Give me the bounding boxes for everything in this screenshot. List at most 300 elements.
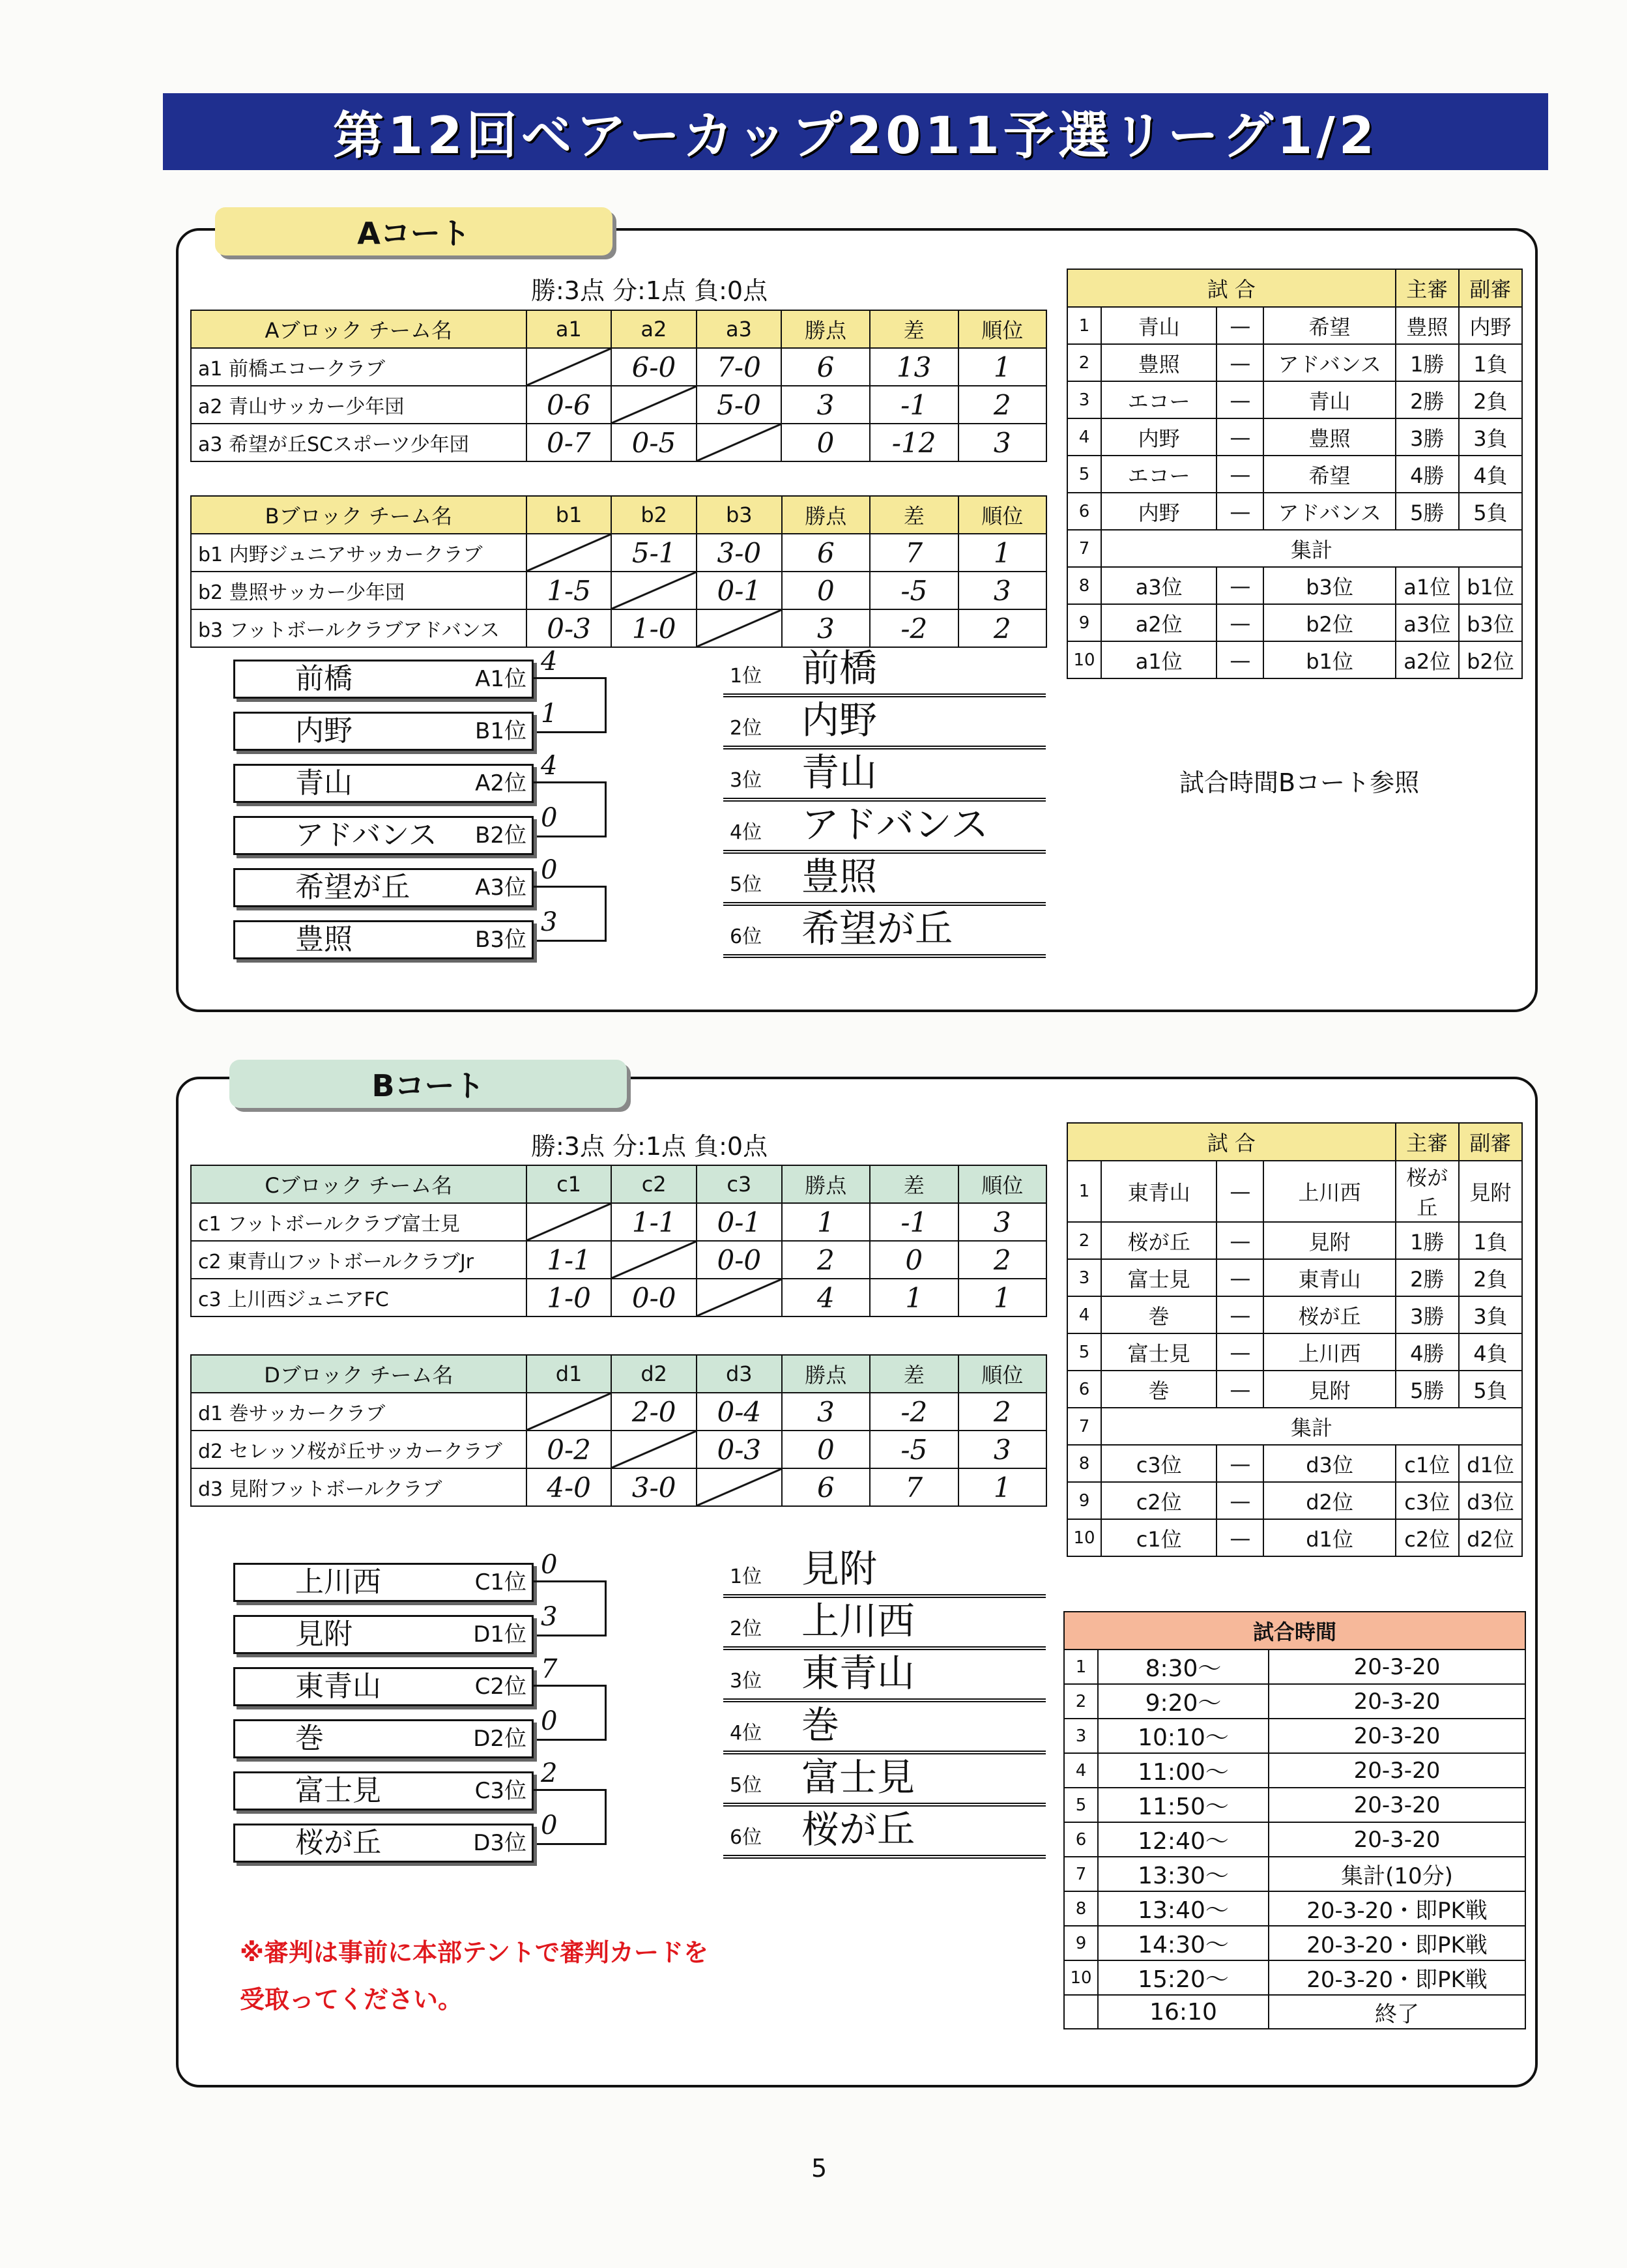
group-header-cell: a1 xyxy=(526,310,612,348)
final-score: 4 xyxy=(541,647,558,676)
group-header-cell: c1 xyxy=(526,1165,612,1203)
match-row xyxy=(1067,1259,1522,1296)
match-time-table xyxy=(1063,1611,1526,2029)
page-title: 第12回ベアーカップ2011予選リーグ1/2 xyxy=(163,93,1548,170)
schedule-info: 20-3-20 xyxy=(1269,1753,1525,1788)
result-cell: 5-0 xyxy=(697,386,782,424)
result-cell: 3 xyxy=(781,386,869,424)
result-cell: -5 xyxy=(870,572,958,609)
main-referee: 桜が丘 xyxy=(1396,1161,1459,1222)
match-row xyxy=(1067,381,1522,418)
main-referee: 4勝 xyxy=(1396,1333,1459,1371)
schedule-number: 3 xyxy=(1064,1719,1098,1753)
group-header-cell: 勝点 xyxy=(782,1165,870,1203)
final-position: C3位 xyxy=(474,1778,526,1804)
home-team: a3位 xyxy=(1101,567,1217,604)
team-name-cell: c3 上川西ジュニアFC xyxy=(191,1279,526,1316)
schedule-row xyxy=(1064,1891,1525,1926)
assistant-referee: 1負 xyxy=(1459,344,1522,381)
assistant-referee: b3位 xyxy=(1459,604,1522,641)
final-slot xyxy=(233,1563,534,1602)
away-team: 桜が丘 xyxy=(1263,1296,1395,1333)
result-cell: 3-0 xyxy=(697,534,782,572)
schedule-time: 14:30～ xyxy=(1098,1926,1269,1960)
home-team: エコー xyxy=(1101,381,1217,418)
match-total: 集計 xyxy=(1101,1408,1522,1445)
assistant-referee: 1負 xyxy=(1459,1222,1522,1259)
result-cell: 0 xyxy=(782,1431,870,1468)
team-name-cell: d2 セレッソ桜が丘サッカークラブ xyxy=(191,1431,526,1468)
result-cell: 0-1 xyxy=(697,1203,782,1241)
result-cell: 0-6 xyxy=(526,386,612,424)
schedule-info: 20-3-20 xyxy=(1269,1650,1525,1684)
court-b-tab: Bコート xyxy=(229,1060,627,1108)
assistant-referee: 5負 xyxy=(1459,493,1522,530)
match-number: 5 xyxy=(1067,1333,1101,1371)
home-team: a1位 xyxy=(1101,641,1217,678)
assistant-referee: 5負 xyxy=(1459,1371,1522,1408)
schedule-header: 試合時間 xyxy=(1064,1612,1525,1650)
result-cell: 13 xyxy=(870,348,958,386)
final-team: 希望が丘 xyxy=(295,871,410,904)
result-cell xyxy=(526,1203,612,1241)
match-number: 7 xyxy=(1067,1408,1101,1445)
result-cell: 2 xyxy=(958,386,1046,424)
main-referee: 1勝 xyxy=(1396,344,1459,381)
group-header-cell: 差 xyxy=(870,1355,958,1393)
result-cell: 6 xyxy=(781,348,869,386)
final-team: 桜が丘 xyxy=(295,1826,381,1859)
match-row xyxy=(1067,1333,1522,1371)
result-cell: 6-0 xyxy=(611,348,697,386)
main-referee: a2位 xyxy=(1396,641,1459,678)
final-slot xyxy=(233,660,534,699)
team-name-cell: b2 豊照サッカー少年団 xyxy=(191,572,526,609)
match-header: 試 合 xyxy=(1067,269,1396,307)
group-header-cell: Bブロック チーム名 xyxy=(191,496,526,534)
vs-dash: — xyxy=(1217,307,1263,344)
schedule-time: 12:40～ xyxy=(1098,1822,1269,1857)
rank-label: 3位 xyxy=(730,1670,762,1693)
assistant-referee: 4負 xyxy=(1459,1333,1522,1371)
final-team: 上川西 xyxy=(295,1565,381,1599)
result-cell: 2 xyxy=(958,1241,1046,1279)
result-cell: 1-0 xyxy=(526,1279,612,1316)
assistant-referee: b1位 xyxy=(1459,567,1522,604)
match-row xyxy=(1067,1371,1522,1408)
match-number: 2 xyxy=(1067,344,1101,381)
schedule-info: 20-3-20・即PK戦 xyxy=(1269,1926,1525,1960)
team-name-cell: a3 希望が丘SCスポーツ少年団 xyxy=(191,424,526,461)
vs-dash: — xyxy=(1217,493,1263,530)
result-cell: 2 xyxy=(782,1241,870,1279)
group-header-cell: a2 xyxy=(611,310,697,348)
result-cell: 4-0 xyxy=(526,1468,612,1506)
match-number: 1 xyxy=(1067,307,1101,344)
group-row xyxy=(191,534,1046,572)
result-cell: -1 xyxy=(870,386,958,424)
match-number: 10 xyxy=(1067,1519,1101,1556)
vs-dash: — xyxy=(1217,1519,1263,1556)
result-cell xyxy=(697,1468,782,1506)
final-slot xyxy=(233,712,534,751)
final-score: 0 xyxy=(541,1706,558,1736)
result-cell: 1 xyxy=(958,534,1046,572)
result-cell xyxy=(611,1241,697,1279)
main-referee: 5勝 xyxy=(1396,1371,1459,1408)
group-header-cell: d3 xyxy=(697,1355,782,1393)
schedule-row xyxy=(1064,1857,1525,1891)
group-header-cell: d1 xyxy=(526,1355,612,1393)
result-cell: 7 xyxy=(870,534,958,572)
court-a-tab: Aコート xyxy=(215,207,612,255)
home-team: 内野 xyxy=(1101,418,1217,456)
match-row xyxy=(1067,1445,1522,1482)
final-position: D3位 xyxy=(473,1830,526,1856)
main-referee: 3勝 xyxy=(1396,1296,1459,1333)
rank-team: 豊照 xyxy=(801,854,878,899)
final-slot xyxy=(233,920,534,959)
final-slot xyxy=(233,1824,534,1863)
result-cell: -1 xyxy=(870,1203,958,1241)
schedule-reference-note: 試合時間Bコート参照 xyxy=(1179,768,1420,797)
result-cell xyxy=(526,1393,612,1431)
result-cell: 1-1 xyxy=(611,1203,697,1241)
home-team: c1位 xyxy=(1101,1519,1217,1556)
main-referee: 2勝 xyxy=(1396,381,1459,418)
team-name-cell: a2 青山サッカー少年団 xyxy=(191,386,526,424)
group-row xyxy=(191,1468,1046,1506)
schedule-info: 20-3-20 xyxy=(1269,1788,1525,1822)
team-name-cell: a1 前橋エコークラブ xyxy=(191,348,526,386)
team-name-cell: c2 東青山フットボールクラブJr xyxy=(191,1241,526,1279)
assistant-referee: 2負 xyxy=(1459,1259,1522,1296)
final-position: D1位 xyxy=(473,1621,526,1648)
rank-team: 桜が丘 xyxy=(801,1807,915,1852)
team-name-cell: b3 フットボールクラブアドバンス xyxy=(191,609,526,647)
result-cell: 2 xyxy=(958,1393,1046,1431)
group-header-cell: 勝点 xyxy=(782,1355,870,1393)
result-cell: 1 xyxy=(870,1279,958,1316)
result-cell: 1-0 xyxy=(611,609,697,647)
result-cell: 0 xyxy=(782,572,870,609)
away-team: アドバンス xyxy=(1263,493,1395,530)
match-row xyxy=(1067,1482,1522,1519)
rank-label: 6位 xyxy=(730,925,762,948)
schedule-time: 10:10～ xyxy=(1098,1719,1269,1753)
rank-label: 5位 xyxy=(730,1774,762,1797)
final-score: 0 xyxy=(541,1550,558,1580)
main-referee: 5勝 xyxy=(1396,493,1459,530)
group-header-cell: c3 xyxy=(697,1165,782,1203)
away-team: b3位 xyxy=(1263,567,1395,604)
group-header-cell: Aブロック チーム名 xyxy=(191,310,526,348)
result-cell: 3 xyxy=(782,609,870,647)
home-team: 富士見 xyxy=(1101,1259,1217,1296)
schedule-row xyxy=(1064,1788,1525,1822)
schedule-info: 20-3-20・即PK戦 xyxy=(1269,1960,1525,1995)
final-slot xyxy=(233,1771,534,1810)
rank-label: 3位 xyxy=(730,769,762,792)
group-header-cell: Cブロック チーム名 xyxy=(191,1165,526,1203)
final-team: 見附 xyxy=(295,1618,353,1651)
final-score: 4 xyxy=(541,751,558,781)
result-cell: 1 xyxy=(782,1203,870,1241)
final-slot xyxy=(233,1667,534,1706)
home-team: 東青山 xyxy=(1101,1161,1217,1222)
vs-dash: — xyxy=(1217,1161,1263,1222)
result-cell: 6 xyxy=(782,534,870,572)
away-team: 見附 xyxy=(1263,1222,1395,1259)
rank-label: 6位 xyxy=(730,1826,762,1849)
result-cell: 3 xyxy=(958,572,1046,609)
referee-note xyxy=(240,1929,708,2023)
rank-label: 1位 xyxy=(730,1565,762,1588)
schedule-number: 2 xyxy=(1064,1684,1098,1719)
match-number: 2 xyxy=(1067,1222,1101,1259)
schedule-time: 13:30～ xyxy=(1098,1857,1269,1891)
final-position: B1位 xyxy=(475,718,526,744)
rank-label: 2位 xyxy=(730,1618,762,1640)
final-score: 0 xyxy=(541,855,558,885)
final-position: C2位 xyxy=(474,1674,526,1700)
final-position: A1位 xyxy=(475,666,526,692)
main-referee: c3位 xyxy=(1396,1482,1459,1519)
group-row xyxy=(191,386,1046,424)
vs-dash: — xyxy=(1217,1222,1263,1259)
result-cell: 1-5 xyxy=(526,572,612,609)
match-row xyxy=(1067,1408,1522,1445)
rank-team: 希望が丘 xyxy=(801,907,953,951)
final-team: 豊照 xyxy=(295,923,353,956)
ranking-row xyxy=(723,1650,1046,1702)
home-team: 桜が丘 xyxy=(1101,1222,1217,1259)
final-score: 3 xyxy=(541,907,558,937)
result-cell: 1 xyxy=(958,1468,1046,1506)
final-position: A2位 xyxy=(475,770,526,796)
referee-header: 主審 xyxy=(1396,269,1459,307)
ranking-row xyxy=(723,697,1046,749)
result-cell: 2-0 xyxy=(611,1393,697,1431)
match-row xyxy=(1067,604,1522,641)
rank-team: 東青山 xyxy=(801,1651,915,1695)
ranking-row xyxy=(723,1807,1046,1859)
schedule-number: 5 xyxy=(1064,1788,1098,1822)
result-cell: 3 xyxy=(958,1431,1046,1468)
main-referee: 2勝 xyxy=(1396,1259,1459,1296)
team-name-cell: c1 フットボールクラブ富士見 xyxy=(191,1203,526,1241)
result-cell: 0-3 xyxy=(697,1431,782,1468)
main-referee: 4勝 xyxy=(1396,456,1459,493)
schedule-number: 8 xyxy=(1064,1891,1098,1926)
referee-header: 主審 xyxy=(1396,1123,1459,1161)
match-number: 3 xyxy=(1067,1259,1101,1296)
home-team: 青山 xyxy=(1101,307,1217,344)
result-cell xyxy=(611,386,697,424)
assistant-header: 副審 xyxy=(1459,1123,1522,1161)
home-team: エコー xyxy=(1101,456,1217,493)
schedule-number xyxy=(1064,1995,1098,2029)
schedule-row xyxy=(1064,1753,1525,1788)
rank-team: 見附 xyxy=(801,1547,878,1591)
match-row xyxy=(1067,307,1522,344)
away-team: b2位 xyxy=(1263,604,1395,641)
final-score: 0 xyxy=(541,803,558,833)
final-team: 前橋 xyxy=(295,662,353,695)
match-row xyxy=(1067,418,1522,456)
away-team: 上川西 xyxy=(1263,1333,1395,1371)
match-row xyxy=(1067,641,1522,678)
result-cell: 0 xyxy=(870,1241,958,1279)
final-slot xyxy=(233,1615,534,1654)
vs-dash: — xyxy=(1217,344,1263,381)
schedule-number: 7 xyxy=(1064,1857,1098,1891)
match-number: 1 xyxy=(1067,1161,1101,1222)
result-cell: 0-0 xyxy=(697,1241,782,1279)
match-row xyxy=(1067,1519,1522,1556)
away-team: d1位 xyxy=(1263,1519,1395,1556)
result-cell: 0-7 xyxy=(526,424,612,461)
result-cell: 4 xyxy=(782,1279,870,1316)
final-slot xyxy=(233,764,534,803)
away-team: b1位 xyxy=(1263,641,1395,678)
result-cell xyxy=(697,424,782,461)
assistant-referee: 3負 xyxy=(1459,418,1522,456)
vs-dash: — xyxy=(1217,567,1263,604)
vs-dash: — xyxy=(1217,456,1263,493)
result-cell xyxy=(526,534,612,572)
schedule-row xyxy=(1064,1684,1525,1719)
match-row xyxy=(1067,530,1522,567)
match-total: 集計 xyxy=(1101,530,1522,567)
match-number: 10 xyxy=(1067,641,1101,678)
rank-team: 内野 xyxy=(801,698,878,742)
rank-team: 富士見 xyxy=(801,1755,915,1799)
schedule-time: 11:50～ xyxy=(1098,1788,1269,1822)
vs-dash: — xyxy=(1217,1296,1263,1333)
match-number: 8 xyxy=(1067,567,1101,604)
a-block-table xyxy=(190,310,1047,462)
group-header-cell: Dブロック チーム名 xyxy=(191,1355,526,1393)
group-header-cell: d2 xyxy=(611,1355,697,1393)
result-cell: -2 xyxy=(870,1393,958,1431)
schedule-row xyxy=(1064,1650,1525,1684)
result-cell: -2 xyxy=(870,609,958,647)
schedule-number: 10 xyxy=(1064,1960,1098,1995)
match-row xyxy=(1067,493,1522,530)
main-referee: c2位 xyxy=(1396,1519,1459,1556)
group-header-cell: 順位 xyxy=(958,1165,1046,1203)
assistant-referee: 4負 xyxy=(1459,456,1522,493)
final-position: B2位 xyxy=(475,822,526,849)
away-team: 豊照 xyxy=(1263,418,1395,456)
group-header-cell: 勝点 xyxy=(782,496,870,534)
team-name-cell: b1 内野ジュニアサッカークラブ xyxy=(191,534,526,572)
group-row xyxy=(191,1393,1046,1431)
court-a-points-rule: 勝:3点 分:1点 負:0点 xyxy=(531,276,768,305)
assistant-referee: 3負 xyxy=(1459,1296,1522,1333)
assistant-referee: d3位 xyxy=(1459,1482,1522,1519)
group-header-cell: 差 xyxy=(870,496,958,534)
d-block-table xyxy=(190,1354,1047,1507)
final-team: 青山 xyxy=(295,766,353,800)
schedule-row xyxy=(1064,1926,1525,1960)
result-cell: 0 xyxy=(781,424,869,461)
match-row xyxy=(1067,1161,1522,1222)
schedule-info: 20-3-20・即PK戦 xyxy=(1269,1891,1525,1926)
result-cell xyxy=(697,1279,782,1316)
final-team: 富士見 xyxy=(295,1774,381,1807)
schedule-row xyxy=(1064,1719,1525,1753)
home-team: 内野 xyxy=(1101,493,1217,530)
match-row xyxy=(1067,456,1522,493)
schedule-number: 1 xyxy=(1064,1650,1098,1684)
group-row xyxy=(191,1431,1046,1468)
schedule-row xyxy=(1064,1960,1525,1995)
schedule-time: 11:00～ xyxy=(1098,1753,1269,1788)
schedule-info: 20-3-20 xyxy=(1269,1822,1525,1857)
group-header-cell: c2 xyxy=(611,1165,697,1203)
home-team: 巻 xyxy=(1101,1296,1217,1333)
group-header-cell: b2 xyxy=(611,496,697,534)
assistant-referee: 見附 xyxy=(1459,1161,1522,1222)
final-position: B3位 xyxy=(475,927,526,953)
match-row xyxy=(1067,1222,1522,1259)
match-row xyxy=(1067,567,1522,604)
vs-dash: — xyxy=(1217,381,1263,418)
result-cell: 0-2 xyxy=(526,1431,612,1468)
schedule-time: 9:20～ xyxy=(1098,1684,1269,1719)
result-cell: 0-0 xyxy=(611,1279,697,1316)
team-name-cell: d3 見附フットボールクラブ xyxy=(191,1468,526,1506)
vs-dash: — xyxy=(1217,1259,1263,1296)
schedule-number: 9 xyxy=(1064,1926,1098,1960)
assistant-referee: 2負 xyxy=(1459,381,1522,418)
court-b-match-table xyxy=(1067,1122,1523,1557)
rank-label: 4位 xyxy=(730,821,762,844)
referee-note-line2: 受取ってください。 xyxy=(240,1985,463,2014)
away-team: d3位 xyxy=(1263,1445,1395,1482)
result-cell: 3 xyxy=(958,424,1046,461)
match-number: 9 xyxy=(1067,604,1101,641)
final-score: 1 xyxy=(541,699,558,729)
c-block-table xyxy=(190,1165,1047,1317)
vs-dash: — xyxy=(1217,1482,1263,1519)
schedule-row xyxy=(1064,1995,1525,2029)
match-number: 4 xyxy=(1067,1296,1101,1333)
result-cell xyxy=(611,1431,697,1468)
home-team: 豊照 xyxy=(1101,344,1217,381)
away-team: アドバンス xyxy=(1263,344,1395,381)
assistant-referee: b2位 xyxy=(1459,641,1522,678)
away-team: 見附 xyxy=(1263,1371,1395,1408)
home-team: c3位 xyxy=(1101,1445,1217,1482)
main-referee: a1位 xyxy=(1396,567,1459,604)
rank-team: 巻 xyxy=(801,1703,840,1747)
match-row xyxy=(1067,1296,1522,1333)
vs-dash: — xyxy=(1217,1371,1263,1408)
away-team: 上川西 xyxy=(1263,1161,1395,1222)
final-score: 7 xyxy=(541,1654,558,1684)
result-cell xyxy=(697,609,782,647)
home-team: a2位 xyxy=(1101,604,1217,641)
assistant-referee: d2位 xyxy=(1459,1519,1522,1556)
group-header-cell: 勝点 xyxy=(781,310,869,348)
away-team: 希望 xyxy=(1263,456,1395,493)
schedule-time: 15:20～ xyxy=(1098,1960,1269,1995)
away-team: d2位 xyxy=(1263,1482,1395,1519)
referee-note-line1: ※審判は事前に本部テントで審判カードを xyxy=(240,1938,709,1967)
